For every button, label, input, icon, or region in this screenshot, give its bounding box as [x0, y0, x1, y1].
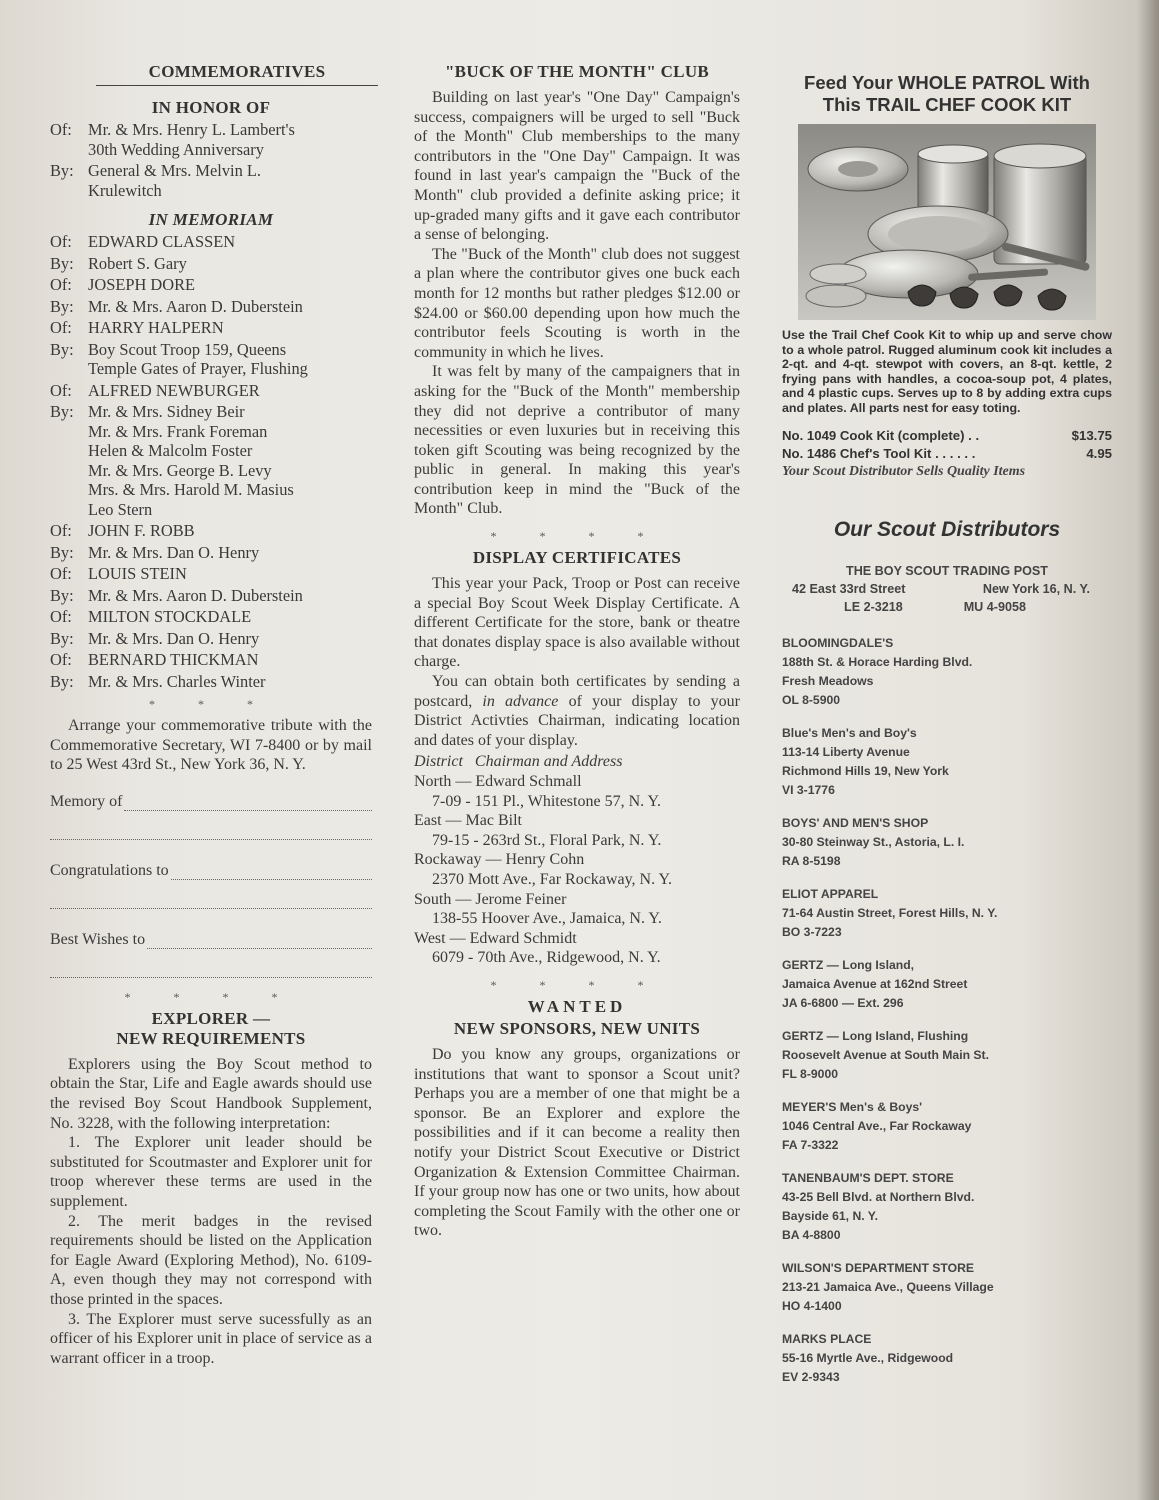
buck-heading: "BUCK OF THE MONTH" CLUB — [444, 62, 710, 81]
store-line: EV 2-9343 — [782, 1369, 840, 1384]
store-line: JA 6-6800 — Ext. 296 — [782, 995, 904, 1010]
memoriam-text — [88, 297, 372, 317]
district-address: 138-55 Hoover Ave., Jamaica, N. Y. — [432, 910, 662, 928]
explorer-paragraphs — [50, 1055, 372, 1369]
wanted-paragraph: Do you know any groups, organizations or institutions that want to sponsor a Scout unit? Perhaps you are a member of one that might be a sponsor. Be an Explorer and explore the possibilities and if it can become a reality then notify your District Scout Executive or District Organization & Extension Committee Chairman. If your group now has one or two units, how about completing the Scout Family with the other one or two. — [414, 1045, 740, 1240]
memoriam-text — [88, 521, 372, 541]
honor-text — [88, 120, 372, 159]
store-entry — [782, 1027, 1112, 1084]
store-line: GERTZ — Long Island, Flushing — [782, 1028, 969, 1043]
store-line: 213-21 Jamaica Ave., Queens Village — [782, 1279, 994, 1294]
price-item: No. 1486 Chef's Tool Kit . . . . . . — [782, 445, 976, 461]
trading-post — [782, 562, 1112, 616]
store-entry — [782, 1169, 1112, 1245]
store-list — [782, 634, 1112, 1387]
trading-post-phone-1: LE 2-3218 — [844, 599, 903, 614]
honor-entry — [50, 161, 372, 200]
memoriam-line: EDWARD CLASSEN — [88, 232, 236, 251]
store-entry — [782, 1098, 1112, 1155]
memoriam-line: Mr. & Mrs. George B. Levy — [88, 460, 272, 480]
district-address: 79-15 - 263rd St., Floral Park, N. Y. — [432, 831, 662, 849]
honor-text — [88, 161, 372, 200]
memoriam-line: Mr. & Mrs. Dan O. Henry — [88, 628, 260, 648]
district-header: District Chairman and Address — [414, 753, 623, 771]
memoriam-label: By: — [50, 628, 74, 648]
cook-kit-photo — [798, 124, 1096, 320]
display-paragraph-1: This year your Pack, Troop or Post can receive a special Boy Scout Week Display Certificate. A different Certificate for the store, bank or theatre that donates display space is also available without charge. — [414, 575, 740, 671]
district-list — [414, 772, 740, 968]
memoriam-entry — [50, 607, 372, 627]
buck-paragraphs — [414, 88, 740, 519]
store-line: GERTZ — Long Island, — [782, 957, 915, 972]
memoriam-text — [88, 564, 372, 584]
memoriam-line: HARRY HALPERN — [88, 318, 224, 337]
memory-blank-line[interactable] — [50, 819, 372, 840]
store-entry — [782, 634, 1112, 710]
memoriam-entry — [50, 543, 372, 563]
district-chairman: Rockaway — Henry Cohn — [414, 851, 585, 869]
trading-post-phone-2: MU 4-9058 — [963, 599, 1026, 614]
memoriam-label: Of: — [50, 232, 72, 251]
memoriam-entry — [50, 381, 372, 401]
memoriam-line: Robert S. Gary — [88, 253, 187, 273]
memoriam-text — [88, 629, 372, 649]
store-line: MEYER'S Men's & Boys' — [782, 1099, 923, 1114]
explorer-paragraph: 3. The Explorer must serve sucessfully as an officer of his Explorer unit in place of service as a warrant officer in a troop. — [50, 1310, 372, 1367]
store-line: Fresh Meadows — [782, 673, 874, 688]
memoriam-line: JOHN F. ROBB — [88, 521, 195, 540]
memoriam-label: Of: — [50, 380, 72, 400]
best-wishes-label: Best Wishes to — [50, 930, 146, 948]
memoriam-entry — [50, 318, 372, 338]
district-address: 7-09 - 151 Pl., Whitestone 57, N. Y. — [432, 792, 662, 810]
ad-title-line-1: Feed Your WHOLE PATROL With — [804, 72, 1090, 93]
store-line: 113-14 Liberty Avenue — [782, 744, 910, 759]
column-commemoratives — [50, 62, 372, 1368]
memoriam-label: By: — [50, 253, 74, 273]
store-line: OL 8-5900 — [782, 692, 841, 707]
price-list — [782, 428, 1112, 461]
district-chairman: South — Jerome Feiner — [414, 890, 567, 908]
honor-line: General & Mrs. Melvin L. — [88, 161, 261, 180]
price-value: $13.75 — [1071, 427, 1112, 443]
memoriam-text — [88, 275, 372, 295]
divider-stars: * * * — [149, 697, 273, 711]
memoriam-entry — [50, 521, 372, 541]
price-row — [782, 428, 1112, 443]
store-line: 71-64 Austin Street, Forest Hills, N. Y. — [782, 905, 998, 920]
district-address: 2370 Mott Ave., Far Rockaway, N. Y. — [432, 870, 672, 888]
honor-heading: IN HONOR OF — [151, 98, 271, 117]
store-line: Jamaica Avenue at 162nd Street — [782, 976, 968, 991]
honor-entry — [50, 120, 372, 159]
honor-label: Of: — [50, 120, 72, 139]
memoriam-label: Of: — [50, 318, 72, 337]
memoriam-label: By: — [50, 402, 74, 421]
memoriam-entry — [50, 232, 372, 252]
memoriam-line: Mr. & Mrs. Dan O. Henry — [88, 542, 260, 562]
memoriam-line: Boy Scout Troop 159, Queens — [88, 339, 287, 359]
district-chairman: East — Mac Bilt — [414, 812, 522, 830]
trading-post-address-row — [782, 580, 1112, 598]
honor-line: 30th Wedding Anniversary — [88, 139, 264, 159]
explorer-heading-line-2: NEW REQUIREMENTS — [116, 1028, 306, 1048]
price-item: No. 1049 Cook Kit (complete) . . — [782, 427, 980, 443]
commemoratives-heading: COMMEMORATIVES — [96, 62, 378, 86]
buck-paragraph: The "Buck of the Month" club does not suggest a plan where the contributor gives one buck each month for 12 months but rather pledges $12.00 or $24.00 or $60.00 depending upon how much the contributor feels Scouting is worth in the community in which he lives. — [414, 245, 740, 361]
explorer-heading — [50, 1009, 372, 1049]
memoriam-text — [88, 607, 372, 627]
store-entry — [782, 814, 1112, 871]
store-line: ELIOT APPAREL — [782, 886, 879, 901]
store-line: BA 4-8800 — [782, 1227, 841, 1242]
memoriam-entry — [50, 629, 372, 649]
wanted-subheading: NEW SPONSORS, NEW UNITS — [453, 1018, 701, 1038]
display-certificates-heading: DISPLAY CERTIFICATES — [472, 548, 682, 568]
explorer-paragraph: 2. The merit badges in the revised requirements should be listed on the Application for Eagle Award (Exploring Method), No. 6109-A, even though they may not correspond with those printed in the spaces. — [50, 1212, 372, 1308]
ad-tagline: Your Scout Distributor Sells Quality Items — [782, 463, 1026, 479]
memoriam-label: Of: — [50, 650, 72, 669]
explorer-heading-line-1: EXPLORER — — [151, 1008, 271, 1028]
memoriam-text — [88, 586, 372, 606]
honor-line: Krulewitch — [88, 180, 162, 200]
memoriam-label: By: — [50, 542, 74, 562]
divider-stars-3: * * * * — [490, 529, 664, 544]
memoriam-text — [88, 402, 372, 519]
congratulations-blank-line[interactable] — [50, 888, 372, 909]
ad-title-line-2: This TRAIL CHEF COOK KIT — [822, 94, 1072, 115]
memoriam-line: JOSEPH DORE — [88, 275, 196, 294]
memoriam-label: By: — [50, 296, 74, 316]
memoriam-entry — [50, 586, 372, 606]
trading-post-city: New York 16, N. Y. — [982, 581, 1090, 596]
store-entry — [782, 1259, 1112, 1316]
store-line: Roosevelt Avenue at South Main St. — [782, 1047, 989, 1062]
store-entry — [782, 724, 1112, 800]
display-paragraph-2 — [414, 672, 740, 750]
memoriam-text — [88, 232, 372, 252]
memoriam-text — [88, 254, 372, 274]
honor-label: By: — [50, 161, 74, 180]
store-line: MARKS PLACE — [782, 1331, 872, 1346]
display-p2-part-a: You can obtain both certificates by sending a postcard, — [414, 673, 740, 710]
buck-paragraph: It was felt by many of the campaigners that in asking for the "Buck of the Month" membership they did not deprive a contributor of many necessities or even luxuries but in receiving this token gift Scouting was being recognized by the public in general. In making this year's contribution keep in mind the "Buck of the Month" Club. — [414, 363, 740, 518]
memoriam-line: Mr. & Mrs. Aaron D. Duberstein — [88, 585, 303, 605]
memoriam-line: Mrs. & Mrs. Harold M. Masius — [88, 480, 294, 499]
page-edge-shadow — [1137, 0, 1159, 1500]
memoriam-line: BERNARD THICKMAN — [88, 650, 259, 669]
display-p2-emphasis: in advance — [482, 692, 559, 710]
column-ad-and-distributors — [782, 62, 1112, 1387]
store-line: BLOOMINGDALE'S — [782, 635, 894, 650]
congratulations-label: Congratulations to — [50, 861, 169, 879]
store-line: Richmond Hills 19, New York — [782, 763, 949, 778]
store-line: VI 3-1776 — [782, 782, 835, 797]
ad-description: Use the Trail Chef Cook Kit to whip up and serve chow to a whole patrol. Rugged aluminum cook kit includes a 2-qt. and 4-qt. stewpot with covers, an 8-qt. kettle, 2 frying pans with handles, a cocoa-soup pot, 4 plates, and 4 plastic cups. Serves up to 8 by adding extra cups and plates. All parts nest for easy toting. — [782, 328, 1112, 415]
distributors-heading: Our Scout Distributors — [833, 517, 1061, 541]
store-line: FL 8-9000 — [782, 1066, 839, 1081]
best-wishes-field[interactable] — [50, 927, 372, 949]
honor-line: Mr. & Mrs. Henry L. Lambert's — [88, 120, 295, 139]
trading-post-street: 42 East 33rd Street — [792, 581, 906, 596]
store-line: BO 3-7223 — [782, 924, 842, 939]
store-line: FA 7-3322 — [782, 1137, 839, 1152]
store-entry — [782, 1330, 1112, 1387]
memoriam-heading: IN MEMORIAM — [148, 210, 274, 229]
store-line: Blue's Men's and Boy's — [782, 725, 917, 740]
memoriam-line: MILTON STOCKDALE — [88, 607, 252, 626]
memoriam-text — [88, 318, 372, 338]
memoriam-list — [50, 232, 372, 691]
memoriam-entry — [50, 564, 372, 584]
memoriam-entry — [50, 672, 372, 692]
memory-of-label: Memory of — [50, 792, 123, 810]
display-p2-part-b: of your display to your District Activties Chairman, indicating location and dates of your display. — [414, 692, 741, 749]
divider-stars-2: * * * * — [124, 989, 298, 1004]
memoriam-line: Mr. & Mrs. Charles Winter — [88, 671, 266, 691]
explorer-paragraph: 1. The Explorer unit leader should be substituted for Scoutmaster and Explorer unit for troop wherever these terms are used in the supplement. — [50, 1134, 372, 1210]
memoriam-entry — [50, 650, 372, 670]
memoriam-entry — [50, 254, 372, 274]
congratulations-field[interactable] — [50, 858, 372, 880]
memoriam-label: By: — [50, 585, 74, 605]
price-value: 4.95 — [1086, 445, 1112, 461]
explorer-paragraph: Explorers using the Boy Scout method to obtain the Star, Life and Eagle awards should use the revised Boy Scout Handbook Supplement, No. 3228, with the following interpretation: — [50, 1055, 372, 1132]
memoriam-label: Of: — [50, 564, 72, 583]
memoriam-line: Mr. & Mrs. Aaron D. Duberstein — [88, 296, 303, 316]
memoriam-label: By: — [50, 339, 74, 359]
memoriam-entry — [50, 402, 372, 519]
store-line: 43-25 Bell Blvd. at Northern Blvd. — [782, 1189, 975, 1204]
store-line: Bayside 61, N. Y. — [782, 1208, 878, 1223]
trading-post-phone-row — [782, 598, 1112, 616]
memoriam-line: Mr. & Mrs. Frank Foreman — [88, 421, 268, 441]
store-entry — [782, 885, 1112, 942]
district-chairman: North — Edward Schmall — [414, 773, 582, 790]
memoriam-line: Mr. & Mrs. Sidney Beir — [88, 402, 245, 421]
honor-list — [50, 120, 372, 200]
memoriam-line: LOUIS STEIN — [88, 564, 187, 583]
store-line: HO 4-1400 — [782, 1298, 842, 1313]
store-line: WILSON'S DEPARTMENT STORE — [782, 1260, 975, 1275]
memoriam-label: Of: — [50, 521, 72, 540]
memoriam-entry — [50, 297, 372, 317]
memory-of-field[interactable] — [50, 789, 372, 811]
district-chairman: West — Edward Schmidt — [414, 929, 577, 947]
store-line: 30-80 Steinway St., Astoria, L. I. — [782, 834, 965, 849]
memoriam-entry — [50, 275, 372, 295]
store-line: 1046 Central Ave., Far Rockaway — [782, 1118, 972, 1133]
district-address: 6079 - 70th Ave., Ridgewood, N. Y. — [432, 949, 661, 967]
memoriam-text — [88, 672, 372, 692]
memoriam-text — [88, 543, 372, 563]
buck-paragraph: Building on last year's "One Day" Campaign's success, compaigners will be urged to sell "Buck of the Month" Club memberships to the many contributors in the "One Day" Campaign. It was found in last year's campaign the "Buck of the Month" club provided a definite asking price; it up-graded many gifts and it gave each contributor a sense of belonging. — [414, 89, 740, 244]
memoriam-text — [88, 340, 372, 379]
divider-stars-4: * * * * — [490, 977, 664, 992]
arrange-text: Arrange your commemorative tribute with the Commemorative Secretary, WI 7-8400 or by mail to 25 West 43rd St., New York 36, N. Y. — [50, 717, 372, 774]
memoriam-line: Helen & Malcolm Foster — [88, 441, 253, 460]
memoriam-label: Of: — [50, 275, 72, 294]
store-entry — [782, 956, 1112, 1013]
memoriam-line: Temple Gates of Prayer, Flushing — [88, 359, 308, 378]
memoriam-entry — [50, 340, 372, 379]
wanted-heading: WANTED — [527, 996, 627, 1016]
best-wishes-blank-line[interactable] — [50, 957, 372, 978]
memoriam-text — [88, 381, 372, 401]
store-line: BOYS' AND MEN'S SHOP — [782, 815, 929, 830]
store-line: 55-16 Myrtle Ave., Ridgewood — [782, 1350, 954, 1365]
memoriam-label: Of: — [50, 607, 72, 626]
column-buck-of-month — [414, 62, 740, 1241]
store-line: TANENBAUM'S DEPT. STORE — [782, 1170, 954, 1185]
memoriam-label: By: — [50, 671, 74, 691]
memoriam-line: ALFRED NEWBURGER — [88, 380, 260, 400]
store-line: 188th St. & Horace Harding Blvd. — [782, 654, 973, 669]
store-line: RA 8-5198 — [782, 853, 841, 868]
trading-post-name: THE BOY SCOUT TRADING POST — [846, 563, 1048, 578]
memoriam-text — [88, 650, 372, 670]
price-row — [782, 446, 1112, 461]
memoriam-line: Leo Stern — [88, 499, 153, 519]
